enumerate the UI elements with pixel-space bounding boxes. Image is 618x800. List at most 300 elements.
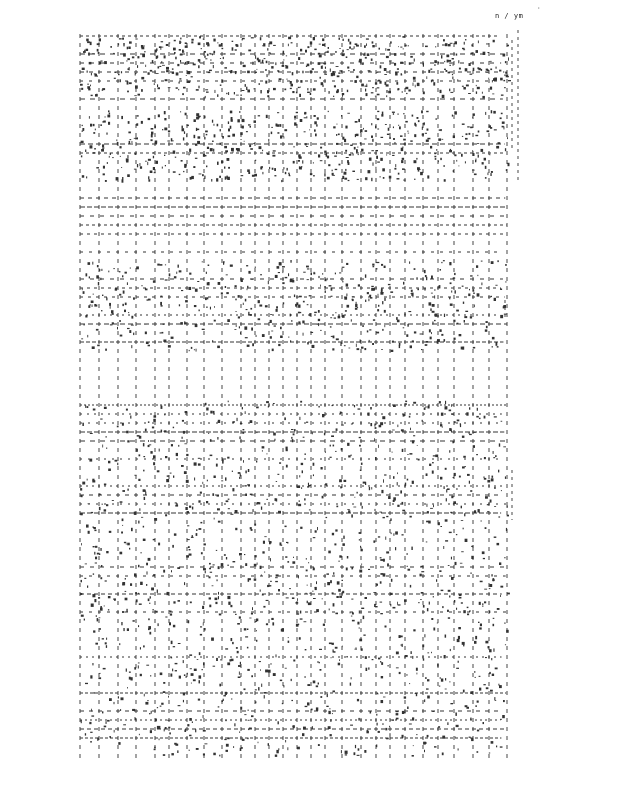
scan-speck [450, 149, 451, 150]
scan-speck [310, 332, 313, 333]
scan-speck [388, 284, 391, 285]
scan-speck [387, 134, 389, 135]
scan-speck [276, 309, 278, 312]
scan-speck [495, 285, 497, 286]
scan-speck [157, 55, 158, 58]
scan-speck [105, 642, 107, 644]
scan-speck [118, 742, 120, 745]
scan-speck [142, 285, 143, 286]
scan-speck [351, 424, 353, 425]
scan-speck [278, 589, 280, 591]
scan-speck [468, 93, 471, 94]
scan-speck [456, 668, 459, 669]
scan-speck [210, 148, 213, 151]
scan-speck [248, 578, 251, 580]
scan-speck [489, 154, 490, 155]
scan-speck [492, 337, 495, 340]
scan-speck [429, 329, 431, 332]
scan-speck [306, 66, 307, 68]
scan-speck [307, 702, 310, 705]
scan-speck [271, 618, 273, 620]
scan-speck [97, 49, 99, 52]
scan-speck [355, 121, 358, 123]
scan-speck [232, 488, 234, 491]
scan-speck [133, 620, 135, 622]
scan-speck [365, 597, 368, 599]
scan-speck [401, 429, 404, 431]
scan-speck [98, 597, 100, 599]
scan-speck [495, 455, 497, 457]
scan-speck [178, 705, 181, 706]
scan-speck [306, 146, 308, 147]
scan-speck [466, 85, 469, 87]
scan-speck [209, 605, 211, 608]
scan-speck [228, 129, 230, 132]
scan-speck [180, 54, 183, 56]
scan-speck [427, 608, 429, 611]
scan-speck [98, 282, 99, 285]
scan-speck [110, 324, 113, 325]
scan-speck [224, 554, 226, 556]
scan-speck [427, 696, 430, 699]
scan-speck [111, 310, 114, 313]
scan-speck [163, 323, 165, 325]
scan-speck [82, 288, 83, 290]
scan-speck [199, 310, 200, 312]
scan-speck [157, 707, 158, 708]
scan-speck [150, 171, 153, 174]
scan-speck [378, 294, 379, 296]
scan-speck [106, 504, 108, 506]
scan-speck [154, 126, 156, 129]
scan-speck [427, 735, 429, 737]
scan-speck [205, 96, 206, 99]
scan-speck [148, 558, 151, 561]
scan-speck [456, 725, 459, 727]
scan-speck [475, 160, 476, 162]
scan-speck [332, 348, 334, 350]
scan-speck [290, 279, 293, 282]
scan-speck [157, 264, 159, 266]
scan-speck [376, 156, 378, 159]
scan-speck [260, 590, 261, 592]
scan-speck [270, 541, 272, 543]
scan-speck [450, 282, 452, 284]
scan-speck [184, 131, 185, 134]
scan-speck [194, 462, 197, 465]
scan-speck [463, 49, 465, 50]
scan-speck [331, 73, 333, 76]
scan-speck [119, 294, 121, 296]
scan-speck [194, 119, 196, 122]
scan-speck [271, 127, 273, 128]
scan-speck [234, 329, 236, 330]
scan-speck [313, 37, 315, 40]
scan-speck [90, 675, 92, 678]
scan-speck [319, 44, 321, 45]
scan-speck [505, 282, 507, 283]
scan-speck [427, 175, 429, 178]
scan-speck [320, 330, 321, 331]
scan-speck [181, 290, 183, 291]
scan-speck [396, 317, 398, 320]
scan-speck [306, 266, 309, 268]
scan-speck [376, 72, 378, 73]
scan-speck [491, 171, 493, 173]
scan-speck [109, 113, 110, 115]
scan-speck [173, 476, 174, 478]
scan-speck [330, 457, 332, 458]
scan-speck [279, 262, 282, 265]
scan-speck [90, 304, 91, 305]
scan-speck [361, 84, 364, 87]
scan-speck [472, 117, 473, 118]
scan-speck [122, 525, 123, 526]
scan-speck [449, 681, 450, 682]
scan-speck [415, 693, 417, 694]
scan-speck [350, 683, 351, 686]
scan-speck [98, 677, 101, 679]
scan-speck [331, 287, 333, 290]
scan-speck [266, 115, 268, 118]
scan-speck [251, 529, 253, 531]
scan-speck [487, 504, 489, 505]
scan-speck [200, 626, 202, 627]
scan-speck [405, 483, 406, 486]
scan-speck [117, 142, 118, 145]
scan-speck [332, 170, 333, 172]
scan-speck [400, 636, 402, 638]
scan-speck [240, 95, 242, 96]
scan-speck [230, 514, 233, 515]
scan-speck [327, 694, 328, 697]
scan-speck [470, 718, 471, 721]
scan-speck [372, 659, 374, 660]
scan-speck [296, 112, 298, 113]
scan-speck [463, 456, 466, 458]
scan-speck [228, 508, 230, 509]
scan-speck [239, 326, 240, 328]
scan-speck [164, 414, 165, 416]
scan-speck [425, 677, 426, 679]
scan-speck [450, 65, 451, 66]
scan-speck [235, 44, 237, 46]
scan-speck [305, 50, 307, 53]
scan-speck [163, 570, 165, 573]
scan-speck [137, 65, 138, 68]
scan-speck [109, 698, 112, 701]
scan-speck [408, 569, 411, 571]
scan-speck [410, 428, 411, 430]
scan-speck [136, 449, 138, 452]
scan-speck [390, 604, 391, 607]
scan-speck [217, 495, 220, 497]
scan-speck [263, 606, 265, 608]
scan-speck [189, 506, 191, 508]
scan-speck [88, 262, 91, 265]
scan-speck [372, 41, 374, 43]
scan-speck [501, 421, 503, 422]
scan-speck [490, 690, 493, 692]
scan-speck [370, 423, 372, 426]
scan-speck [175, 502, 177, 503]
scan-speck [469, 407, 470, 409]
scan-speck [356, 76, 358, 78]
scan-speck [251, 37, 254, 38]
scan-speck [426, 521, 429, 523]
scan-speck [361, 463, 363, 465]
scan-speck [383, 517, 385, 518]
scan-speck [416, 668, 418, 671]
scan-speck [212, 120, 213, 123]
scan-speck [102, 638, 104, 639]
scan-speck [404, 599, 407, 602]
scan-speck [489, 753, 490, 754]
scan-speck [157, 84, 158, 87]
scan-speck [492, 476, 494, 478]
scan-speck [276, 654, 277, 657]
scan-speck [324, 173, 325, 176]
scan-speck [319, 662, 320, 663]
scan-speck [422, 127, 423, 130]
scan-speck [225, 692, 227, 695]
scan-speck [336, 596, 338, 598]
scan-speck [453, 170, 454, 172]
scan-speck [148, 159, 151, 161]
scan-speck [171, 444, 173, 446]
scan-speck [377, 694, 379, 695]
scan-speck [217, 579, 218, 581]
scan-speck [358, 119, 360, 122]
scan-speck [262, 334, 265, 337]
scan-speck [477, 87, 480, 89]
scan-speck [85, 315, 87, 317]
scan-speck [422, 644, 424, 647]
scan-speck [410, 516, 412, 518]
scan-speck [108, 469, 111, 472]
scan-speck [313, 681, 316, 684]
scan-speck [416, 277, 417, 280]
scan-speck [97, 553, 100, 555]
scan-speck [322, 85, 323, 87]
scan-speck [356, 149, 358, 152]
scan-speck [189, 496, 190, 497]
scan-speck [305, 593, 306, 595]
scan-speck [148, 179, 150, 181]
scan-speck [310, 173, 312, 175]
scan-speck [432, 79, 434, 81]
scan-speck [121, 697, 124, 700]
scan-speck [156, 161, 158, 164]
scan-speck [254, 578, 257, 580]
scan-speck [250, 420, 253, 423]
scan-speck [503, 54, 506, 57]
scan-speck [275, 581, 278, 582]
scan-speck [424, 750, 425, 753]
scan-speck [357, 492, 358, 494]
scan-speck [247, 669, 250, 671]
scan-speck [143, 470, 144, 472]
scan-speck [232, 421, 235, 423]
scan-speck [249, 145, 251, 147]
scan-speck [122, 179, 124, 182]
scan-speck [291, 320, 293, 321]
scan-speck [482, 603, 483, 605]
scan-speck [399, 126, 401, 129]
scan-speck [407, 553, 408, 555]
scan-speck [488, 125, 491, 127]
scan-speck [84, 50, 85, 52]
scan-speck [398, 88, 400, 90]
scan-speck [388, 665, 389, 666]
scan-speck [287, 561, 289, 563]
scan-speck [184, 443, 187, 444]
scan-speck [380, 65, 382, 68]
scan-speck [386, 90, 387, 93]
scan-speck [358, 154, 359, 155]
scan-speck [423, 658, 424, 660]
scan-speck [292, 726, 294, 727]
scan-speck [215, 90, 216, 93]
scan-speck [185, 322, 187, 324]
scan-speck [484, 416, 486, 419]
scan-speck [364, 45, 366, 48]
scan-speck [264, 536, 266, 537]
scan-speck [393, 127, 394, 129]
scan-speck [251, 328, 253, 331]
scan-speck [260, 669, 261, 671]
scan-speck [285, 740, 286, 742]
scan-speck [129, 548, 130, 550]
scan-speck [120, 156, 121, 157]
scan-speck [166, 67, 169, 70]
scan-speck [257, 69, 258, 70]
scan-speck [186, 480, 189, 483]
scan-speck [313, 175, 315, 177]
scan-speck [320, 77, 321, 79]
scan-speck [196, 529, 197, 531]
scan-speck [221, 292, 223, 294]
scan-speck [189, 750, 190, 751]
scan-speck [94, 304, 96, 307]
scan-speck [374, 438, 375, 441]
scan-speck [267, 499, 268, 500]
scan-speck [388, 91, 391, 94]
scan-speck [91, 95, 93, 96]
scan-speck [161, 305, 163, 307]
scan-speck [481, 69, 482, 71]
scan-speck [351, 616, 353, 617]
scan-speck [227, 596, 230, 599]
scan-speck [376, 745, 377, 748]
scan-speck [102, 711, 103, 713]
scan-speck [242, 407, 243, 409]
scan-speck [344, 178, 347, 180]
scan-speck [352, 171, 355, 172]
scan-speck [248, 172, 250, 174]
scan-speck [350, 145, 353, 146]
scan-speck [443, 165, 445, 166]
scan-speck [210, 439, 212, 442]
scan-speck [320, 160, 323, 161]
scan-speck [282, 703, 283, 704]
scan-speck [112, 322, 114, 324]
scan-speck [198, 86, 199, 89]
scan-speck [346, 568, 348, 571]
scan-speck [297, 747, 300, 750]
scan-speck [150, 730, 152, 733]
scan-speck [408, 89, 410, 91]
scan-speck [376, 268, 377, 269]
scan-speck [494, 506, 496, 507]
scan-speck [175, 670, 177, 671]
scan-speck [87, 406, 89, 408]
scan-speck [462, 124, 465, 125]
scan-speck [114, 730, 115, 733]
scan-speck [92, 346, 95, 349]
scan-speck [316, 707, 318, 710]
scan-speck [132, 141, 133, 143]
scan-speck [256, 407, 259, 409]
scan-speck [292, 561, 295, 564]
scan-speck [376, 584, 378, 586]
scan-speck [403, 327, 405, 328]
scan-speck [339, 38, 341, 40]
scan-speck [186, 454, 188, 456]
scan-speck [312, 68, 314, 70]
scan-speck [366, 93, 368, 96]
scan-speck [217, 437, 218, 440]
scan-speck [252, 343, 254, 346]
scan-speck [123, 291, 125, 294]
scan-speck [471, 556, 474, 559]
scan-speck [81, 615, 84, 617]
scan-speck [409, 261, 410, 263]
scan-speck [108, 609, 109, 610]
scan-speck [179, 78, 181, 79]
scan-speck [192, 721, 193, 723]
scan-speck [314, 115, 316, 117]
scan-speck [268, 281, 269, 284]
scan-speck [198, 65, 200, 68]
scan-speck [467, 614, 469, 616]
scan-speck [356, 344, 357, 347]
scan-speck [444, 339, 446, 342]
scan-speck [292, 72, 294, 75]
scan-speck [320, 147, 322, 149]
scan-speck [354, 497, 355, 498]
scan-speck [158, 543, 160, 546]
scan-speck [226, 750, 229, 752]
scan-speck [369, 487, 370, 490]
scan-speck [218, 706, 220, 707]
scan-speck [286, 447, 288, 450]
scan-speck [86, 273, 88, 276]
scan-speck [365, 274, 366, 277]
scan-speck [315, 134, 317, 137]
scan-speck [485, 329, 488, 331]
scan-speck [233, 151, 234, 153]
scan-speck [260, 37, 262, 40]
scan-speck [158, 114, 160, 117]
scan-speck [362, 64, 364, 65]
scan-speck [102, 295, 103, 296]
scan-speck [424, 699, 425, 702]
scan-speck [259, 661, 261, 662]
scan-speck [481, 149, 484, 152]
scan-speck [407, 131, 408, 132]
scan-speck [106, 645, 107, 648]
